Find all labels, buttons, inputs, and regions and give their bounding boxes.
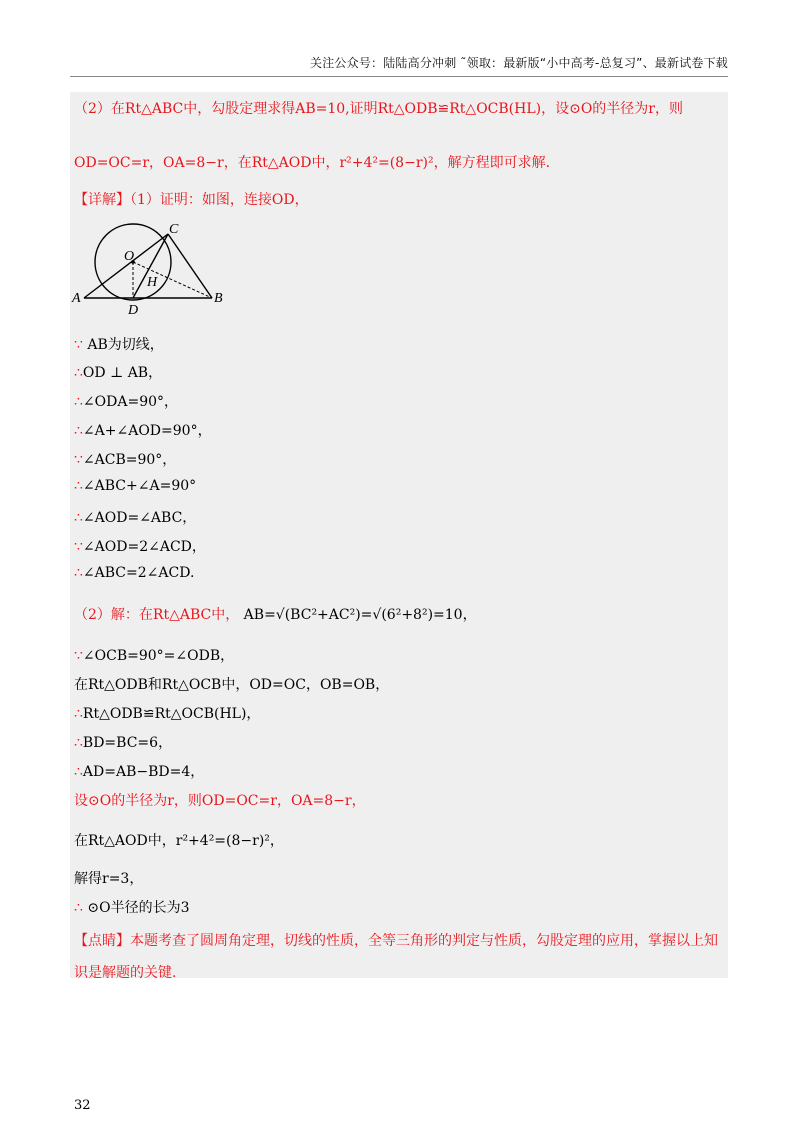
step-1-9: ∴∠ABC=2∠ACD. — [74, 565, 195, 581]
label-o: O — [124, 249, 135, 264]
part2-formula: AB=√(BC²+AC²)=√(6²+8²)=10， — [243, 607, 477, 623]
step-2-1: ∵∠OCB=90°=∠ODB， — [74, 648, 235, 664]
step-2-5: ∴AD=AB−BD=4， — [74, 764, 205, 780]
analysis-line-2 — [74, 152, 550, 172]
dianjing-line-1 — [74, 930, 718, 950]
step-2-8: 解得r=3， — [74, 871, 144, 887]
dianjing-line-2: 识是解题的关键. — [74, 965, 177, 981]
part2-title: （2）解：在Rt△ABC中， — [74, 607, 240, 623]
dianjing-title: 【点睛】 — [74, 933, 130, 949]
step-2-9: ∴ ⊙O半径的长为3 — [74, 900, 190, 916]
header-divider — [70, 76, 728, 77]
label-a: A — [72, 291, 81, 306]
step-2-2: 在Rt△ODB和Rt△OCB中，OD=OC，OB=OB， — [74, 677, 390, 693]
analysis-line-2-text: OD=OC=r，OA=8−r，在Rt△AOD中，r²+4²=(8−r)²，解方程即可求解. — [74, 155, 551, 171]
detail-intro-line — [74, 189, 309, 209]
dianjing-text-1: 本题考查了圆周角定理，切线的性质，全等三角形的判定与性质，勾股定理的应用，掌握以上知 — [130, 933, 718, 949]
analysis-line-1-text: （2）在Rt△ABC中，勾股定理求得AB=10,证明Rt△ODB≌Rt△OCB(HL)，设⊙O的半径为r，则 — [74, 101, 683, 117]
step-1-3: ∴∠ODA=90°， — [74, 394, 179, 410]
page-header: 关注公众号：陆陆高分冲刺 ˜领取：最新版“小中高考-总复习”、最新试卷下载 — [310, 56, 728, 70]
label-b: B — [214, 291, 223, 306]
step-1-1: ∵ AB为切线， — [74, 337, 164, 353]
step-1-4: ∴∠A+∠AOD=90°， — [74, 423, 212, 439]
part2-header-line — [74, 604, 477, 624]
step-1-2: ∴OD ⊥ AB， — [74, 365, 163, 381]
geometry-diagram — [70, 218, 240, 318]
step-1-8: ∵∠AOD=2∠ACD， — [74, 539, 206, 555]
detail-intro: （1）证明：如图，连接OD， — [130, 192, 309, 208]
step-2-7: 在Rt△AOD中，r²+4²=(8−r)²， — [74, 833, 284, 849]
step-2-4: ∴BD=BC=6， — [74, 735, 173, 751]
label-d: D — [128, 303, 139, 318]
analysis-line-1 — [74, 98, 683, 118]
step-1-5: ∵∠ACB=90°， — [74, 452, 177, 468]
step-1-6: ∴∠ABC+∠A=90° — [74, 478, 197, 494]
step-2-3: ∴Rt△ODB≌Rt△OCB(HL)， — [74, 706, 261, 722]
page-number: 32 — [74, 1098, 91, 1113]
detail-title: 【详解】 — [74, 192, 130, 208]
label-h: H — [147, 275, 158, 290]
step-2-6: 设⊙O的半径为r，则OD=OC=r，OA=8−r， — [74, 793, 366, 809]
label-c: C — [169, 222, 179, 237]
step-1-7: ∴∠AOD=∠ABC， — [74, 510, 197, 526]
